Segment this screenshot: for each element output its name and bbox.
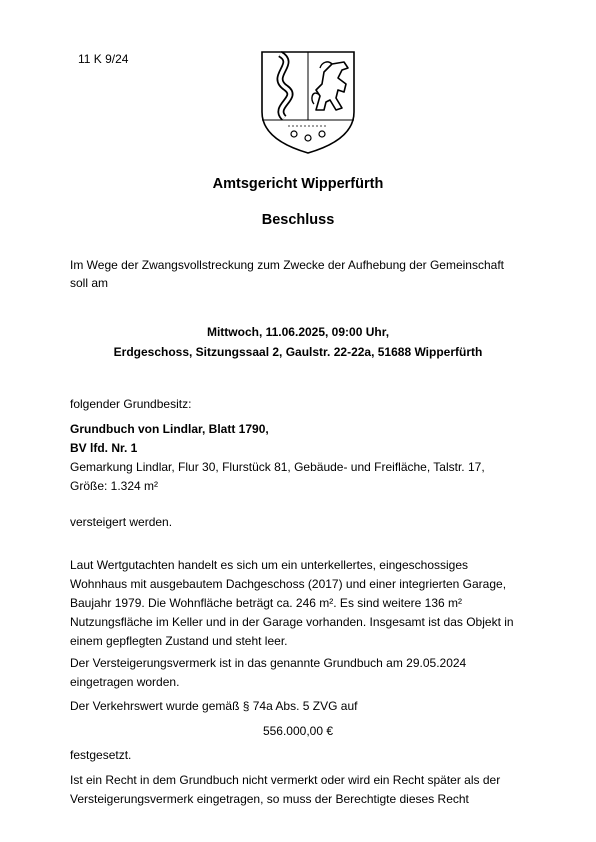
rights-line: Ist ein Recht in dem Grundbuch nicht vermerkt oder wird ein Recht später als der [70,773,501,787]
bv-number: BV lfd. Nr. 1 [70,441,138,455]
intro-line-1: Im Wege der Zwangsvollstreckung zum Zwecke der Aufhebung der Gemeinschaft [70,258,504,272]
rights-line: Versteigerungsvermerk eingetragen, so muss der Berechtigte dieses Recht [70,792,469,806]
appraisal-line: Nutzungsfläche im Keller und in der Garage vorhanden. Insgesamt ist das Objekt in [70,615,514,629]
notice-line: Der Versteigerungsvermerk ist in das genannte Grundbuch am 29.05.2024 [70,656,467,670]
auction-statement: versteigert werden. [70,515,173,529]
document-title: Beschluss [261,212,335,228]
appraisal-line: Wohnhaus mit ausgebautem Dachgeschoss (2017) und einer integrierten Garage, [70,577,507,591]
nrw-coat-of-arms-icon [258,50,358,155]
notice-line: eingetragen worden. [70,675,180,689]
appraisal-line: einem gepflegten Zustand und steht leer. [70,634,288,648]
property-label: folgender Grundbesitz: [70,397,192,411]
appraisal-paragraph [70,556,530,651]
land-register: Grundbuch von Lindlar, Blatt 1790, [70,422,269,436]
court-name: Amtsgericht Wipperfürth [212,176,384,192]
intro-line-2: soll am [70,276,109,290]
case-reference: 11 K 9/24 [78,52,129,66]
appraisal-line: Baujahr 1979. Die Wohnfläche beträgt ca. 246 m². Es sind weitere 136 m² [70,596,462,610]
auction-date-time: Mittwoch, 11.06.2025, 09:00 Uhr, [206,325,390,339]
market-value-intro: Der Verkehrswert wurde gemäß § 74a Abs. 5 ZVG auf [70,699,358,713]
fixed-statement: festgesetzt. [70,748,132,762]
market-value: 556.000,00 € [262,724,334,738]
auction-location: Erdgeschoss, Sitzungssaal 2, Gaulstr. 22-22a, 51688 Wipperfürth [113,345,483,359]
appraisal-line: Laut Wertgutachten handelt es sich um ein unterkellertes, eingeschossiges [70,558,469,572]
parcel-line-1: Gemarkung Lindlar, Flur 30, Flurstück 81, Gebäude- und Freifläche, Talstr. 17, [70,460,485,474]
rights-paragraph [70,771,530,809]
parcel-line-2: Größe: 1.324 m² [70,479,159,493]
notice-paragraph [70,654,530,692]
